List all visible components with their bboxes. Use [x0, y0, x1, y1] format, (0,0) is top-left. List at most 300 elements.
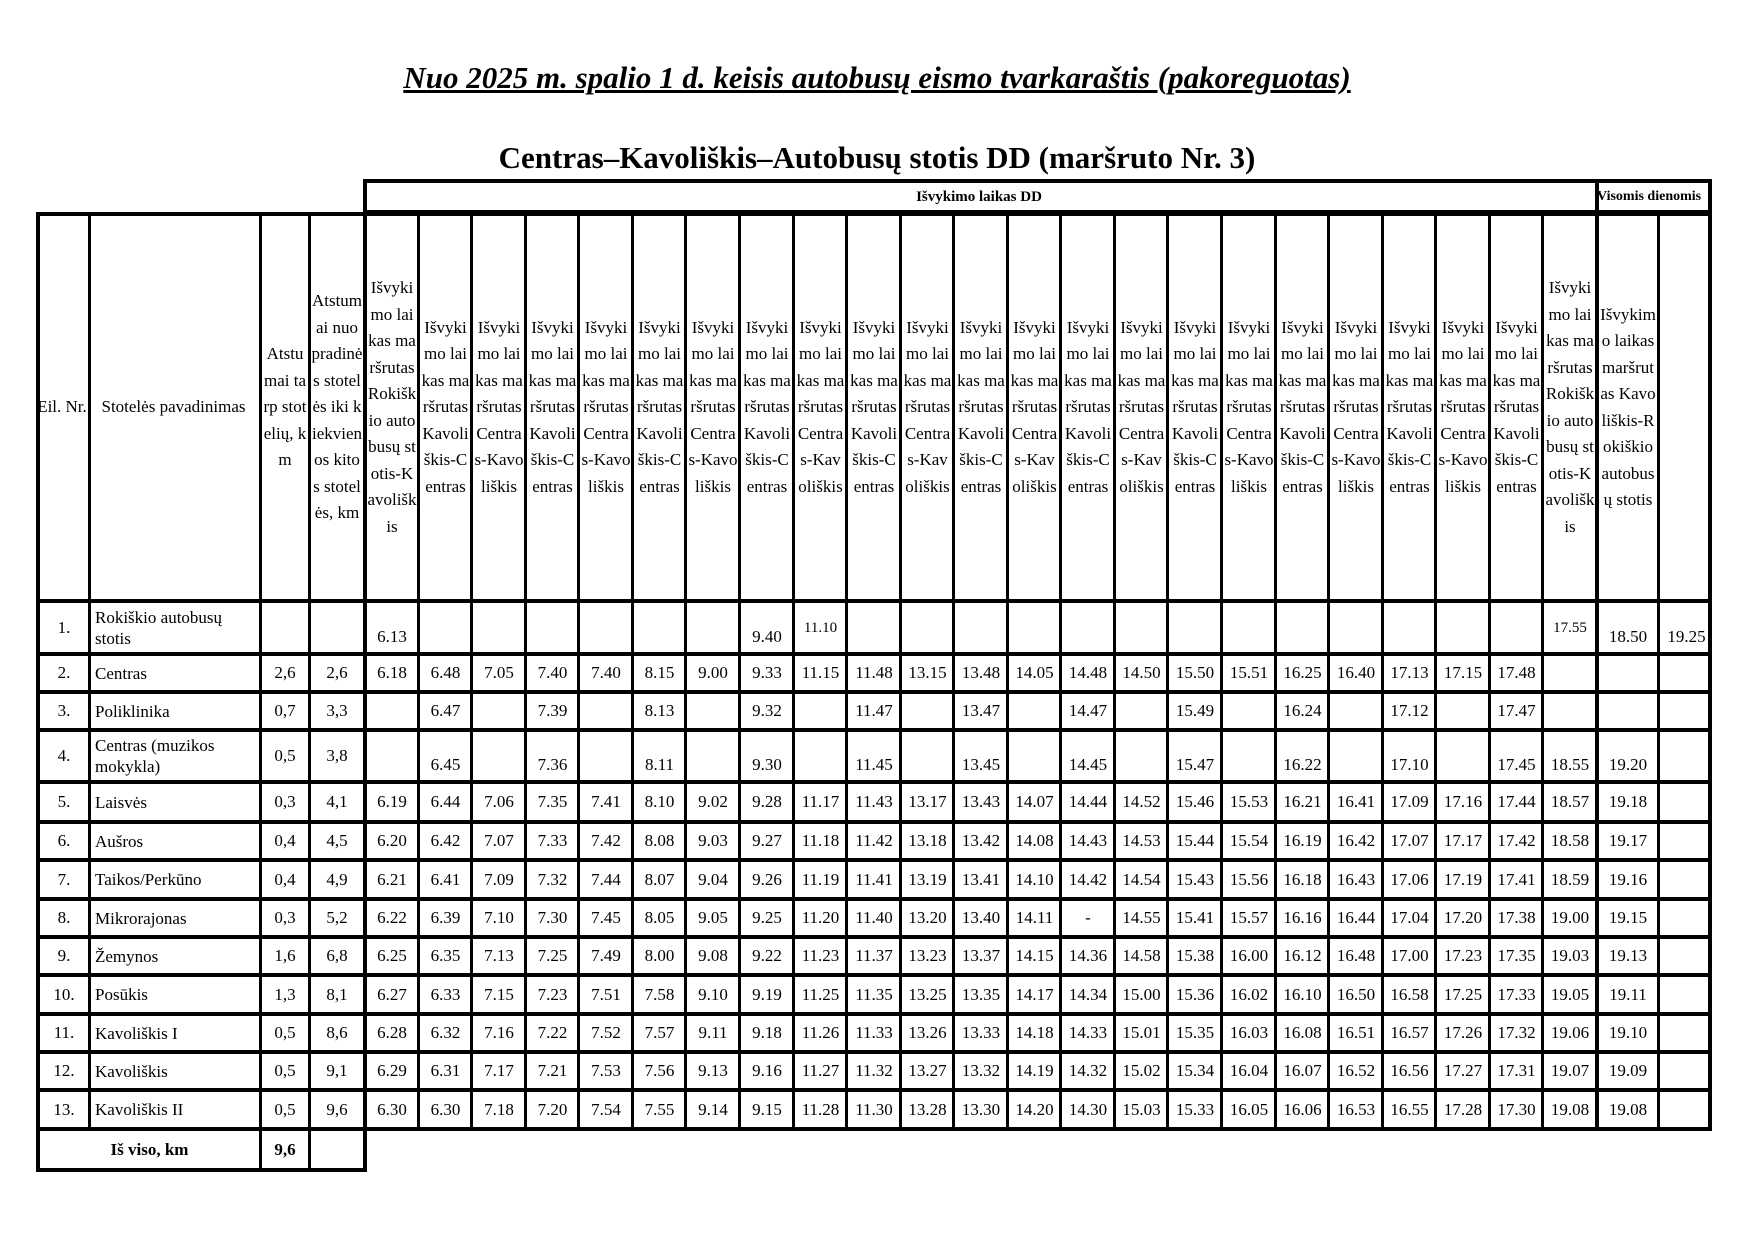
time-cell: 15.35	[1175, 1023, 1215, 1042]
time-cell	[581, 694, 631, 728]
time-cell	[796, 694, 845, 728]
time-cell	[474, 732, 524, 780]
time-cell: 14.50	[1122, 663, 1161, 682]
time-cell: 9.14	[698, 1099, 728, 1119]
time-cell: 9.03	[698, 831, 728, 850]
time-cell	[1438, 732, 1488, 780]
time-cell	[581, 732, 631, 780]
time-cell: 16.41	[1336, 792, 1376, 811]
time-cell: 9.02	[698, 792, 728, 811]
stop-name: Kavoliškis I	[95, 1023, 178, 1043]
time-cell: 9.04	[698, 869, 728, 889]
time-cell: 11.43	[855, 792, 893, 811]
time-cell: 11.33	[855, 1023, 893, 1042]
time-cell: 16.02	[1229, 984, 1269, 1004]
time-cell	[421, 603, 470, 652]
time-cell: 13.32	[961, 1061, 1001, 1080]
col-header-time-24: Išvykimo laikas maršrutas Kavoliškis-Rokiškio autobusų stotis	[1600, 304, 1656, 509]
time-cell: 8.15	[644, 663, 675, 682]
time-cell: 13.19	[908, 869, 947, 889]
time-cell: 7.51	[591, 984, 621, 1004]
time-cell: 7.15	[484, 984, 514, 1004]
dist-from-start: 8,6	[326, 1023, 348, 1042]
time-cell: 15.02	[1122, 1061, 1161, 1080]
time-cell	[1331, 694, 1381, 728]
col-header-no: Eil. Nr.	[37, 397, 87, 417]
time-cell: 17.48	[1497, 663, 1536, 682]
time-cell: 7.33	[537, 831, 568, 850]
time-cell: 17.09	[1390, 792, 1429, 811]
time-cell	[1385, 603, 1434, 652]
time-cell: 8.00	[644, 946, 675, 965]
time-cell: 16.58	[1390, 984, 1429, 1004]
stop-name: Poliklinika	[95, 701, 170, 721]
table-grid-line	[845, 212, 848, 1131]
time-cell: 16.22	[1283, 755, 1322, 774]
time-cell: 17.44	[1497, 792, 1536, 811]
time-cell: 6.42	[430, 831, 461, 850]
time-cell: 6.48	[430, 663, 461, 682]
time-cell: 7.54	[591, 1099, 621, 1119]
time-cell: 13.41	[961, 869, 1001, 889]
time-cell	[903, 603, 952, 652]
time-cell: 7.30	[537, 908, 568, 927]
dist-between: 0,7	[274, 701, 296, 720]
time-cell: 7.55	[644, 1099, 675, 1119]
time-cell: 7.58	[644, 984, 675, 1004]
time-cell	[1661, 732, 1712, 780]
time-cell: 13.33	[961, 1023, 1001, 1042]
time-cell: 6.20	[377, 831, 407, 850]
time-cell: 19.09	[1608, 1061, 1648, 1080]
time-cell: 17.30	[1497, 1099, 1536, 1119]
table-grid-line	[1657, 212, 1660, 1131]
time-cell: 7.07	[484, 831, 514, 850]
time-cell	[1331, 603, 1381, 652]
time-cell: 8.11	[644, 755, 675, 774]
time-cell: 16.50	[1336, 984, 1376, 1004]
time-cell	[903, 694, 952, 728]
time-cell: 8.05	[644, 908, 675, 927]
table-grid-line	[1274, 212, 1277, 1131]
dist-between: 0,5	[274, 1099, 296, 1119]
time-cell: 15.43	[1175, 869, 1215, 889]
time-cell: 11.23	[801, 946, 840, 965]
time-cell: 8.08	[644, 831, 675, 850]
time-cell: 6.31	[430, 1061, 461, 1080]
time-cell	[688, 694, 738, 728]
time-cell: 13.43	[961, 792, 1001, 811]
time-cell: 16.12	[1283, 946, 1322, 965]
table-grid-line	[1166, 212, 1169, 1131]
time-cell: 19.11	[1609, 984, 1647, 1004]
dist-between	[262, 603, 308, 652]
time-cell: 17.42	[1497, 831, 1536, 850]
time-cell: 17.19	[1443, 869, 1483, 889]
time-cell: 14.44	[1068, 792, 1108, 811]
time-cell: 14.07	[1015, 792, 1054, 811]
time-cell: 7.57	[644, 1023, 675, 1042]
time-cell: 13.47	[961, 701, 1001, 720]
stop-name: Laisvės	[95, 792, 147, 812]
row-no: 6.	[57, 831, 71, 850]
time-cell: 15.49	[1175, 701, 1215, 720]
time-cell: 17.10	[1390, 755, 1429, 774]
time-cell: 16.19	[1283, 831, 1322, 850]
time-cell: 16.51	[1336, 1023, 1376, 1042]
col-header-dist-between: Atstumai tarp stotelių, km	[263, 344, 307, 470]
time-cell: 9.18	[752, 1023, 782, 1042]
dist-between: 1,3	[274, 984, 296, 1004]
time-cell: 14.47	[1068, 701, 1108, 720]
time-cell: 16.00	[1229, 946, 1269, 965]
table-grid-line	[899, 212, 902, 1131]
time-cell: 7.17	[484, 1061, 514, 1080]
time-cell: 15.57	[1229, 908, 1269, 927]
col-header-time-10: Išvykimo laikas maršrutas Kavoliškis-Centras	[850, 317, 898, 496]
time-cell: 8.07	[644, 869, 675, 889]
time-cell: 6.18	[377, 663, 407, 682]
stop-name: Kavoliškis II	[95, 1100, 184, 1119]
col-header-time-23: Išvykimo laikas maršrutas Rokiškio autobusų stotis-Kavoliškis	[1545, 278, 1595, 536]
dist-between: 1,6	[274, 946, 296, 965]
time-cell: 16.03	[1229, 1023, 1269, 1042]
table-grid-line	[684, 212, 687, 1131]
time-cell: 19.17	[1608, 831, 1648, 850]
time-cell	[1661, 1054, 1712, 1088]
time-cell	[1661, 824, 1712, 858]
table-grid-line	[1434, 212, 1437, 1131]
time-cell	[1063, 603, 1113, 652]
stop-name: Centras	[95, 663, 147, 683]
time-cell: 7.40	[537, 663, 568, 682]
row-no: 2.	[57, 663, 71, 682]
col-header-time-6: Išvykimo laikas maršrutas Kavoliškis-Centras	[635, 317, 684, 496]
time-cell: 16.53	[1336, 1099, 1376, 1119]
time-cell: 9.00	[698, 663, 728, 682]
col-header-time-15: Išvykimo laikas maršrutas Centras-Kavoliškis	[1117, 317, 1166, 496]
table-grid-line	[1541, 212, 1544, 1131]
time-cell: 16.16	[1283, 908, 1322, 927]
time-cell: 14.45	[1068, 755, 1108, 774]
time-cell: 17.55	[1553, 619, 1587, 636]
time-cell: 19.16	[1608, 869, 1648, 889]
time-cell: 17.27	[1443, 1061, 1483, 1080]
time-cell: 19.25	[1667, 627, 1706, 646]
time-cell: 7.41	[591, 792, 621, 811]
time-cell: 16.05	[1229, 1099, 1269, 1119]
time-cell: 9.40	[752, 627, 782, 646]
col-header-time-22: Išvykimo laikas maršrutas Kavoliškis-Centras	[1492, 317, 1541, 496]
dist-from-start: 3,8	[326, 746, 348, 765]
time-cell: 6.21	[377, 869, 407, 889]
time-cell	[1224, 603, 1274, 652]
dist-between: 0,5	[274, 1023, 296, 1042]
time-cell: 14.11	[1015, 908, 1054, 927]
time-cell	[1661, 784, 1712, 820]
row-no: 4.	[57, 746, 71, 765]
time-cell: 17.04	[1390, 908, 1429, 927]
time-cell: 7.05	[484, 663, 514, 682]
time-cell: 18.55	[1550, 755, 1590, 774]
time-cell: 13.20	[908, 908, 947, 927]
stop-name: Aušros	[95, 831, 144, 851]
table-grid-line	[631, 212, 634, 1131]
time-cell: 6.35	[430, 946, 461, 965]
time-cell: 16.04	[1229, 1061, 1269, 1080]
time-cell: 19.10	[1608, 1023, 1648, 1042]
time-cell: -	[1085, 908, 1091, 927]
time-cell: 14.52	[1122, 792, 1161, 811]
dist-from-start: 9,1	[326, 1061, 348, 1080]
document-title-text: Nuo 2025 m. spalio 1 d. keisis autobusų eismo tvarkaraštis (pakoreguotas)	[403, 60, 1351, 95]
col-header-time-16: Išvykimo laikas maršrutas Kavoliškis-Centras	[1171, 317, 1219, 496]
time-cell	[1661, 1092, 1712, 1127]
time-cell: 6.22	[377, 908, 407, 927]
time-cell	[1117, 694, 1166, 728]
time-cell: 7.18	[484, 1099, 514, 1119]
time-cell: 11.45	[855, 755, 893, 774]
table-grid-line	[792, 212, 795, 1131]
time-cell: 16.08	[1283, 1023, 1322, 1042]
time-cell	[1010, 694, 1059, 728]
row-no: 10.	[53, 984, 75, 1004]
table-grid-line	[308, 1127, 311, 1168]
time-cell: 9.33	[752, 663, 782, 682]
time-cell: 17.13	[1390, 663, 1429, 682]
time-cell: 11.25	[801, 984, 840, 1004]
time-cell: 16.07	[1283, 1061, 1322, 1080]
time-cell: 17.20	[1443, 908, 1483, 927]
row-no: 7.	[57, 869, 71, 889]
col-header-time-11: Išvykimo laikas maršrutas Centras-Kavoliškis	[903, 317, 952, 496]
time-cell: 13.40	[961, 908, 1001, 927]
time-cell: 13.45	[961, 755, 1001, 774]
dist-between: 0,5	[274, 1061, 296, 1080]
time-cell: 9.08	[698, 946, 728, 965]
time-cell: 19.06	[1550, 1023, 1590, 1042]
time-cell: 19.15	[1608, 908, 1648, 927]
time-cell: 19.08	[1550, 1099, 1590, 1119]
time-cell: 6.27	[377, 984, 407, 1004]
time-cell: 17.07	[1390, 831, 1429, 850]
time-cell: 18.59	[1550, 869, 1590, 889]
time-cell: 15.51	[1229, 663, 1269, 682]
time-cell: 14.17	[1015, 984, 1054, 1004]
stop-name: Kavoliškis	[95, 1061, 168, 1081]
dist-from-start: 4,9	[326, 869, 348, 889]
time-cell: 14.08	[1015, 831, 1054, 850]
table-grid-line	[952, 212, 955, 1131]
time-cell: 17.26	[1443, 1023, 1483, 1042]
time-cell	[474, 694, 524, 728]
time-cell: 16.42	[1336, 831, 1376, 850]
time-cell: 9.13	[698, 1061, 728, 1080]
dist-between: 0,4	[274, 869, 296, 889]
time-cell: 9.27	[752, 831, 782, 850]
time-cell: 19.20	[1608, 755, 1648, 774]
time-cell: 13.26	[908, 1023, 947, 1042]
time-cell: 7.56	[644, 1061, 675, 1080]
time-cell: 13.48	[961, 663, 1001, 682]
time-cell: 16.21	[1283, 792, 1322, 811]
time-cell: 15.34	[1175, 1061, 1215, 1080]
time-cell: 14.36	[1068, 946, 1108, 965]
time-cell: 11.30	[855, 1099, 893, 1119]
time-cell: 11.35	[855, 984, 893, 1004]
time-cell: 14.33	[1068, 1023, 1108, 1042]
time-cell: 14.05	[1015, 663, 1054, 682]
time-cell: 17.47	[1497, 701, 1536, 720]
time-cell: 16.18	[1283, 869, 1322, 889]
row-no: 13.	[53, 1099, 75, 1119]
row-no: 8.	[57, 908, 71, 927]
time-cell	[1545, 694, 1595, 728]
time-cell: 17.31	[1497, 1061, 1536, 1080]
time-cell: 18.50	[1608, 627, 1648, 646]
time-cell: 17.16	[1443, 792, 1483, 811]
time-cell: 11.20	[801, 908, 840, 927]
time-cell: 6.29	[377, 1061, 407, 1080]
col-header-time-9: Išvykimo laikas maršrutas Centras-Kavoliškis	[796, 317, 845, 496]
time-cell: 7.49	[591, 946, 621, 965]
col-header-time-2: Išvykimo laikas maršrutas Kavoliškis-Centras	[421, 317, 470, 496]
row-no: 12.	[53, 1061, 75, 1080]
time-cell: 14.58	[1122, 946, 1161, 965]
time-cell: 19.05	[1550, 984, 1590, 1004]
time-cell: 17.15	[1443, 663, 1483, 682]
time-cell: 11.40	[855, 908, 893, 927]
time-cell: 13.15	[908, 663, 947, 682]
time-cell: 6.25	[377, 946, 407, 965]
time-cell: 16.44	[1336, 908, 1376, 927]
time-cell	[528, 603, 577, 652]
time-cell: 7.52	[591, 1023, 621, 1042]
time-cell: 19.18	[1608, 792, 1648, 811]
time-cell: 15.03	[1122, 1099, 1161, 1119]
time-cell: 13.37	[961, 946, 1001, 965]
time-cell: 11.28	[801, 1099, 840, 1119]
time-cell: 13.25	[908, 984, 947, 1004]
time-cell: 9.15	[752, 1099, 782, 1119]
row-no: 1.	[57, 617, 71, 637]
time-cell	[1010, 603, 1059, 652]
time-cell: 9.11	[698, 1023, 728, 1042]
time-cell	[1278, 603, 1327, 652]
time-cell: 11.17	[801, 792, 840, 811]
time-cell: 11.26	[801, 1023, 840, 1042]
stop-name: Žemynos	[95, 946, 159, 966]
time-cell	[1117, 603, 1166, 652]
table-grid-line	[1006, 212, 1009, 1131]
total-label: Iš viso, km	[110, 1139, 189, 1159]
table-title: Centras–Kavoliškis–Autobusų stotis DD (maršruto Nr. 3)	[498, 140, 1256, 175]
col-header-time-4: Išvykimo laikas maršrutas Kavoliškis-Centras	[528, 317, 577, 496]
col-header-stop-name: Stotelės pavadinimas	[101, 397, 246, 417]
time-cell: 14.42	[1068, 869, 1108, 889]
time-cell: 9.05	[698, 908, 728, 927]
time-cell: 7.36	[537, 755, 568, 774]
time-cell	[581, 603, 631, 652]
time-cell: 16.06	[1283, 1099, 1322, 1119]
time-cell: 13.18	[908, 831, 947, 850]
time-cell: 16.56	[1390, 1061, 1429, 1080]
dist-from-start: 4,1	[326, 792, 348, 811]
time-cell: 15.50	[1175, 663, 1215, 682]
time-cell: 15.33	[1175, 1099, 1215, 1119]
time-cell: 11.27	[801, 1061, 840, 1080]
time-cell: 8.10	[644, 792, 675, 811]
time-cell: 8.13	[644, 701, 675, 720]
stop-name: Mikrorajonas	[95, 908, 187, 928]
time-cell: 17.12	[1390, 701, 1429, 720]
time-cell: 11.48	[855, 663, 893, 682]
time-cell: 14.10	[1015, 869, 1054, 889]
time-cell: 15.53	[1229, 792, 1269, 811]
time-cell: 14.53	[1122, 831, 1161, 850]
table-grid-line	[1220, 212, 1223, 1131]
time-cell: 15.54	[1229, 831, 1269, 850]
row-no: 5.	[57, 792, 71, 811]
time-cell	[1599, 656, 1657, 690]
time-cell: 14.19	[1015, 1061, 1054, 1080]
time-cell	[1599, 694, 1657, 728]
row-no: 9.	[57, 946, 71, 965]
col-header-time-21: Išvykimo laikas maršrutas Centras-Kavoliškis	[1438, 317, 1488, 496]
table-grid-line	[738, 212, 741, 1131]
time-cell: 6.45	[430, 755, 461, 774]
time-cell: 6.33	[430, 984, 461, 1004]
time-cell: 7.42	[591, 831, 621, 850]
time-cell: 6.19	[377, 792, 407, 811]
group-header-every-day: Visomis dienomis	[1597, 188, 1702, 204]
time-cell: 15.44	[1175, 831, 1215, 850]
time-cell	[849, 603, 899, 652]
time-cell: 16.10	[1283, 984, 1322, 1004]
time-cell: 13.28	[908, 1099, 947, 1119]
time-cell	[1661, 656, 1712, 690]
col-header-time-5: Išvykimo laikas maršrutas Centras-Kavoliškis	[581, 317, 631, 496]
time-cell: 6.44	[430, 792, 461, 811]
time-cell: 11.10	[803, 619, 838, 636]
time-cell: 6.30	[377, 1099, 407, 1119]
row-no: 11.	[53, 1023, 75, 1042]
col-header-time-3: Išvykimo laikas maršrutas Centras-Kavoliškis	[474, 317, 524, 496]
time-cell: 6.32	[430, 1023, 461, 1042]
time-cell: 9.25	[752, 908, 782, 927]
col-header-time-17: Išvykimo laikas maršrutas Centras-Kavoliškis	[1224, 317, 1274, 496]
table-grid-line	[1327, 212, 1330, 1131]
time-cell: 14.20	[1015, 1099, 1054, 1119]
dist-from-start: 6,8	[326, 946, 348, 965]
dist-from-start: 2,6	[326, 663, 348, 682]
time-cell: 7.16	[484, 1023, 514, 1042]
time-cell: 17.38	[1497, 908, 1536, 927]
time-cell: 16.52	[1336, 1061, 1376, 1080]
time-cell: 13.17	[908, 792, 947, 811]
col-header-time-19: Išvykimo laikas maršrutas Centras-Kavoliškis	[1331, 317, 1381, 496]
time-cell: 14.30	[1068, 1099, 1108, 1119]
time-cell: 19.00	[1550, 908, 1590, 927]
time-cell: 17.32	[1497, 1023, 1536, 1042]
col-header-dist-from-start: Atstumai nuo pradinės stotelės iki kiekvienos kitos stotelės, km	[311, 291, 363, 523]
time-cell: 13.30	[961, 1099, 1001, 1119]
time-cell: 7.35	[537, 792, 568, 811]
table-grid-line	[524, 212, 527, 1131]
time-cell: 9.16	[752, 1061, 782, 1080]
time-cell: 11.19	[801, 869, 840, 889]
time-cell: 17.00	[1390, 946, 1429, 965]
